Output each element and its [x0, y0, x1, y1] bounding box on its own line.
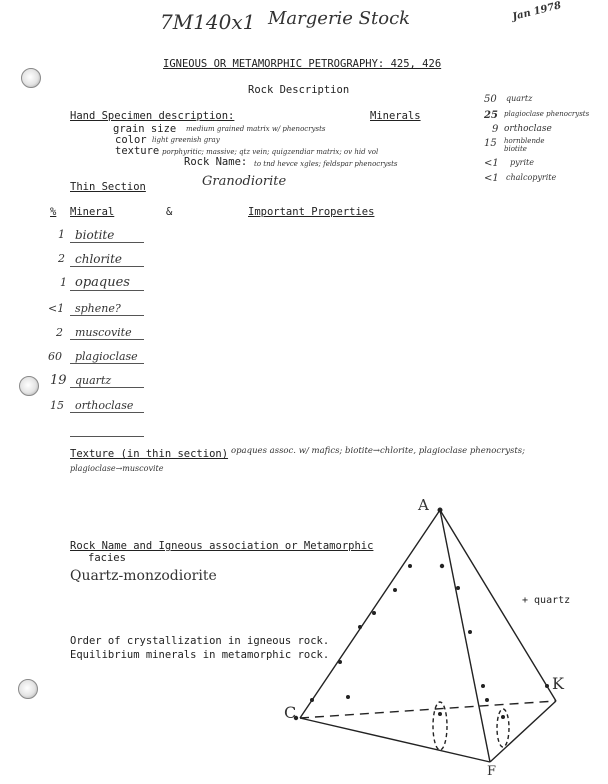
plot-point [438, 508, 443, 513]
minerals-label: Minerals [370, 110, 421, 122]
col-properties: Important Properties [248, 206, 375, 218]
vertex-label-k: K [552, 674, 564, 693]
order-label-1: Order of crystallization in igneous rock. [70, 635, 330, 647]
color-value: light greenish gray [152, 136, 220, 144]
rock-name-label: Rock Name: [184, 156, 248, 168]
edge-c-f [300, 718, 490, 762]
thin-mineral-name: orthoclase [75, 399, 134, 412]
col-amp: & [166, 206, 173, 218]
color-label: color [115, 134, 147, 146]
thin-section-rock: Granodiorite [202, 174, 287, 189]
order-label-2: Equilibrium minerals in metamorphic rock. [70, 649, 330, 661]
edge-k-f [490, 701, 556, 762]
plot-point [456, 586, 460, 590]
edge-a-f [440, 510, 490, 762]
hand-mineral-name: hornblende biotite [504, 137, 545, 153]
plot-point [346, 695, 350, 699]
rock-name-assoc-label-2: facies [88, 552, 126, 564]
vertex-label-a: A [418, 496, 429, 514]
hand-specimen-label: Hand Specimen description: [70, 110, 235, 122]
hand-mineral-name: orthoclase [504, 124, 552, 134]
hand-mineral-pct: 15 [484, 138, 497, 149]
thin-mineral-pct: 60 [48, 350, 62, 363]
plot-point [310, 698, 314, 702]
thin-mineral-pct: 15 [50, 399, 64, 412]
plot-point [545, 684, 549, 688]
texture-thin-label-text: Texture (in thin section) [70, 448, 229, 460]
thin-section-label: Thin Section [70, 181, 146, 193]
hand-mineral-name: plagioclase phenocrysts [504, 110, 590, 118]
vertex-label-c: C [284, 703, 297, 722]
edge-c-k-dashed [300, 701, 556, 718]
texture-label: texture [115, 145, 160, 157]
thin-mineral-name: chlorite [75, 252, 123, 266]
rock-name-assoc-value: Quartz-monzodiorite [70, 568, 217, 584]
plot-point [338, 660, 342, 664]
thin-mineral-name: sphene? [75, 302, 121, 315]
plot-point [372, 611, 376, 615]
edge-a-c [300, 510, 440, 718]
thin-mineral-pct: 2 [56, 326, 63, 339]
plot-point [468, 630, 472, 634]
thin-mineral-pct: 1 [60, 276, 67, 289]
hand-mineral-name: chalcopyrite [506, 173, 557, 182]
plus-quartz-label: + quartz [522, 595, 571, 606]
hand-mineral-pct: <1 [484, 173, 499, 184]
col-percent: % [50, 206, 57, 218]
vertex-label-f: F [487, 764, 497, 779]
grain-size-label: grain size [113, 123, 177, 135]
hand-mineral-pct: <1 [484, 158, 499, 169]
col-mineral: Mineral [70, 206, 115, 218]
thin-mineral-name: quartz [75, 374, 112, 387]
hand-mineral-pct: 50 [484, 94, 497, 105]
course-code: 7M140x1 [160, 10, 256, 34]
plot-point [438, 712, 442, 716]
grain-size-value: medium grained matrix w/ phenocrysts [186, 125, 326, 133]
texture-value: porphyritic; massive; qtz vein; quigzendiar matrix; ov hid vol [162, 148, 379, 156]
hand-mineral-pct: 25 [484, 110, 498, 121]
plot-point [485, 698, 489, 702]
rock-name-assoc-label-1: Rock Name and Igneous association or Metamorphic [70, 540, 374, 552]
plot-point [501, 715, 505, 719]
thin-mineral-name: muscovite [75, 326, 132, 339]
thin-mineral-pct: 19 [50, 373, 67, 388]
hand-mineral-pct: 9 [492, 124, 499, 135]
thin-mineral-name: opaques [75, 275, 130, 290]
hand-mineral-name: pyrite [510, 158, 534, 167]
texture-thin-value-2: plagioclase→muscovite [70, 464, 164, 473]
hand-mineral-name: quartz [506, 94, 533, 103]
thin-mineral-pct: 1 [58, 228, 65, 241]
date: Jan 1978 [511, 0, 563, 23]
thin-mineral-pct: <1 [48, 302, 65, 315]
thin-mineral-name: biotite [75, 228, 115, 242]
plot-point [481, 684, 485, 688]
plot-point [440, 564, 444, 568]
thin-mineral-pct: 2 [58, 252, 65, 265]
plot-point [358, 625, 362, 629]
plot-point [408, 564, 412, 568]
texture-thin-value-1: opaques assoc. w/ mafics; biotite→chlorite, plagioclase phenocrysts; [231, 446, 526, 456]
phase-boundary-2 [497, 709, 509, 747]
plot-point [393, 588, 397, 592]
rock-name-value: to tnd hevce xgles; feldspar phenocrysts [254, 160, 398, 168]
thin-mineral-name: plagioclase [75, 350, 138, 363]
student-name: Margerie Stock [268, 8, 411, 29]
form-title: IGNEOUS OR METAMORPHIC PETROGRAPHY: 425, 426 [163, 58, 442, 70]
form-subtitle: Rock Description [248, 84, 350, 96]
